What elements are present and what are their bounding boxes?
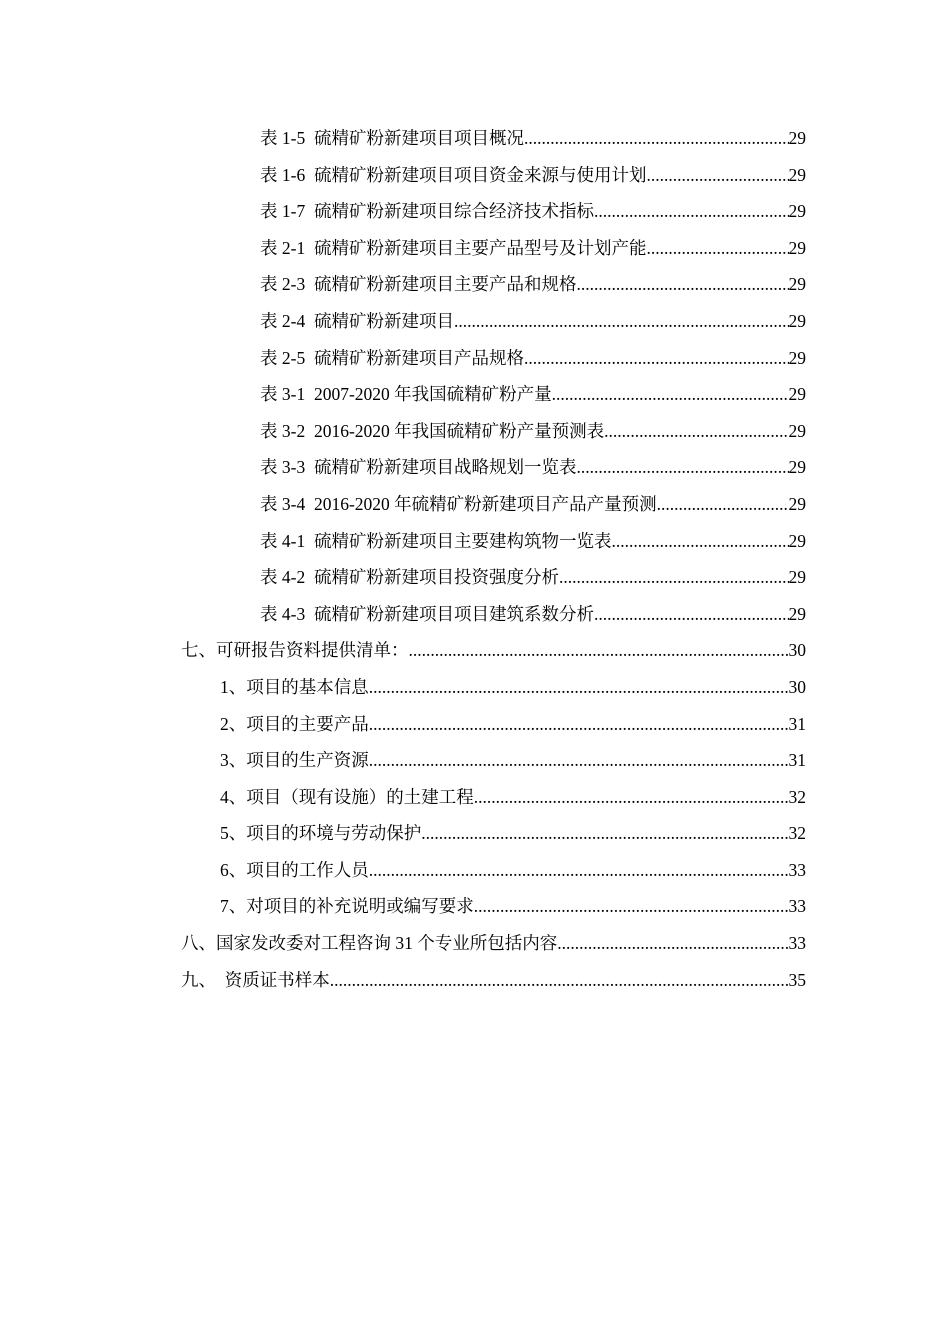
toc-page-number: 29 <box>788 128 806 148</box>
toc-dot-leader <box>421 815 788 852</box>
toc-entry-label: 表 3-1 2007-2020 年我国硫精矿粉产量 <box>260 384 552 405</box>
toc-entry[interactable] <box>0 925 950 962</box>
toc-entry[interactable] <box>0 120 950 157</box>
toc-page-number: 29 <box>788 603 806 624</box>
toc-entry[interactable] <box>0 815 950 852</box>
toc-entry-label: 八、国家发改委对工程咨询 31 个专业所包括内容 <box>181 933 558 954</box>
toc-page-number: 29 <box>788 384 806 405</box>
toc-entry[interactable] <box>0 559 950 596</box>
toc-entry[interactable] <box>0 523 950 560</box>
toc-dot-leader <box>557 925 788 962</box>
toc-page-number: 29 <box>788 493 806 514</box>
toc-page-number: 29 <box>788 457 806 478</box>
toc-entry-label: 表 2-5 硫精矿粉新建项目产品规格 <box>260 347 524 368</box>
toc-entry[interactable] <box>0 303 950 340</box>
toc-dot-leader <box>594 193 789 230</box>
toc-dot-leader <box>576 266 788 303</box>
toc-entry-label: 表 1-7 硫精矿粉新建项目综合经济技术指标 <box>260 201 594 222</box>
toc-page-number: 29 <box>788 274 806 295</box>
toc-dot-leader <box>646 230 788 267</box>
toc-dot-leader <box>369 852 789 889</box>
toc-dot-leader <box>646 157 788 194</box>
toc-entry-label: 表 4-1 硫精矿粉新建项目主要建构筑物一览表 <box>260 530 612 551</box>
toc-page-number: 35 <box>788 969 806 990</box>
toc-entry[interactable] <box>0 852 950 889</box>
toc-entry[interactable] <box>0 413 950 450</box>
toc-entry[interactable] <box>0 193 950 230</box>
toc-entry[interactable] <box>0 962 950 999</box>
toc-entry-label: 表 2-4 硫精矿粉新建项目 <box>260 310 454 331</box>
toc-dot-leader <box>559 559 789 596</box>
toc-dot-leader <box>576 449 788 486</box>
toc-entry-label: 九、 资质证书样本 <box>181 969 330 990</box>
toc-page-number: 33 <box>788 896 806 917</box>
toc-page-number: 29 <box>788 567 806 588</box>
toc-entry[interactable] <box>0 706 950 743</box>
toc-dot-leader <box>369 706 789 743</box>
toc-entry[interactable] <box>0 779 950 816</box>
toc-dot-leader <box>330 962 789 999</box>
table-of-contents <box>0 120 950 998</box>
toc-page-number: 29 <box>788 201 806 222</box>
toc-page-number: 33 <box>788 933 806 954</box>
toc-entry-label: 表 1-6 硫精矿粉新建项目项目资金来源与使用计划 <box>260 164 647 185</box>
toc-page-number: 33 <box>788 859 806 880</box>
toc-dot-leader <box>369 742 789 779</box>
toc-entry-label: 5、项目的环境与劳动保护 <box>220 823 422 844</box>
toc-entry-label: 表 2-3 硫精矿粉新建项目主要产品和规格 <box>260 274 577 295</box>
toc-entry[interactable] <box>0 449 950 486</box>
toc-dot-leader <box>369 669 789 706</box>
toc-entry[interactable] <box>0 230 950 267</box>
toc-dot-leader <box>524 120 789 157</box>
toc-entry-label: 6、项目的工作人员 <box>220 859 369 880</box>
toc-entry-label: 表 4-3 硫精矿粉新建项目项目建筑系数分析 <box>260 603 594 624</box>
toc-dot-leader <box>594 596 789 633</box>
toc-entry-label: 表 3-2 2016-2020 年我国硫精矿粉产量预测表 <box>260 420 605 441</box>
toc-entry-label: 7、对项目的补充说明或编写要求 <box>220 896 474 917</box>
toc-entry-label: 表 4-2 硫精矿粉新建项目投资强度分析 <box>260 567 559 588</box>
toc-entry[interactable] <box>0 340 950 377</box>
toc-dot-leader <box>552 376 789 413</box>
toc-dot-leader <box>474 888 789 925</box>
toc-page-number: 29 <box>788 310 806 331</box>
toc-entry[interactable] <box>0 742 950 779</box>
toc-dot-leader <box>454 303 789 340</box>
toc-page-number: 32 <box>788 823 806 844</box>
toc-entry-label: 表 3-3 硫精矿粉新建项目战略规划一览表 <box>260 457 577 478</box>
toc-dot-leader <box>474 779 789 816</box>
toc-dot-leader <box>611 523 788 560</box>
toc-page-number: 29 <box>788 347 806 368</box>
toc-entry[interactable] <box>0 266 950 303</box>
toc-page-number: 29 <box>788 530 806 551</box>
toc-entry-label: 表 3-4 2016-2020 年硫精矿粉新建项目产品产量预测 <box>260 493 657 514</box>
toc-entry-label: 1、项目的基本信息 <box>220 676 369 697</box>
toc-entry[interactable] <box>0 486 950 523</box>
toc-entry[interactable] <box>0 376 950 413</box>
toc-page-number: 30 <box>788 676 806 697</box>
toc-page-number: 29 <box>788 420 806 441</box>
toc-entry-label: 4、项目（现有设施）的土建工程 <box>220 786 474 807</box>
toc-dot-leader <box>409 632 789 669</box>
toc-entry[interactable] <box>0 632 950 669</box>
toc-page-number: 31 <box>788 750 806 771</box>
toc-dot-leader <box>604 413 788 450</box>
toc-entry[interactable] <box>0 596 950 633</box>
toc-entry-label: 2、项目的主要产品 <box>220 713 369 734</box>
toc-entry-label: 表 2-1 硫精矿粉新建项目主要产品型号及计划产能 <box>260 237 647 258</box>
toc-page-number: 29 <box>788 237 806 258</box>
toc-page-number: 29 <box>788 164 806 185</box>
toc-page-number: 30 <box>788 640 806 661</box>
toc-entry-label: 表 1-5 硫精矿粉新建项目项目概况 <box>260 128 524 148</box>
toc-entry[interactable] <box>0 888 950 925</box>
toc-entry-label: 3、项目的生产资源 <box>220 750 369 771</box>
toc-page-number: 32 <box>788 786 806 807</box>
toc-dot-leader <box>524 340 789 377</box>
toc-entry[interactable] <box>0 157 950 194</box>
toc-entry-label: 七、可研报告资料提供清单： <box>181 640 409 661</box>
toc-entry[interactable] <box>0 669 950 706</box>
toc-page-number: 31 <box>788 713 806 734</box>
toc-dot-leader <box>657 486 789 523</box>
